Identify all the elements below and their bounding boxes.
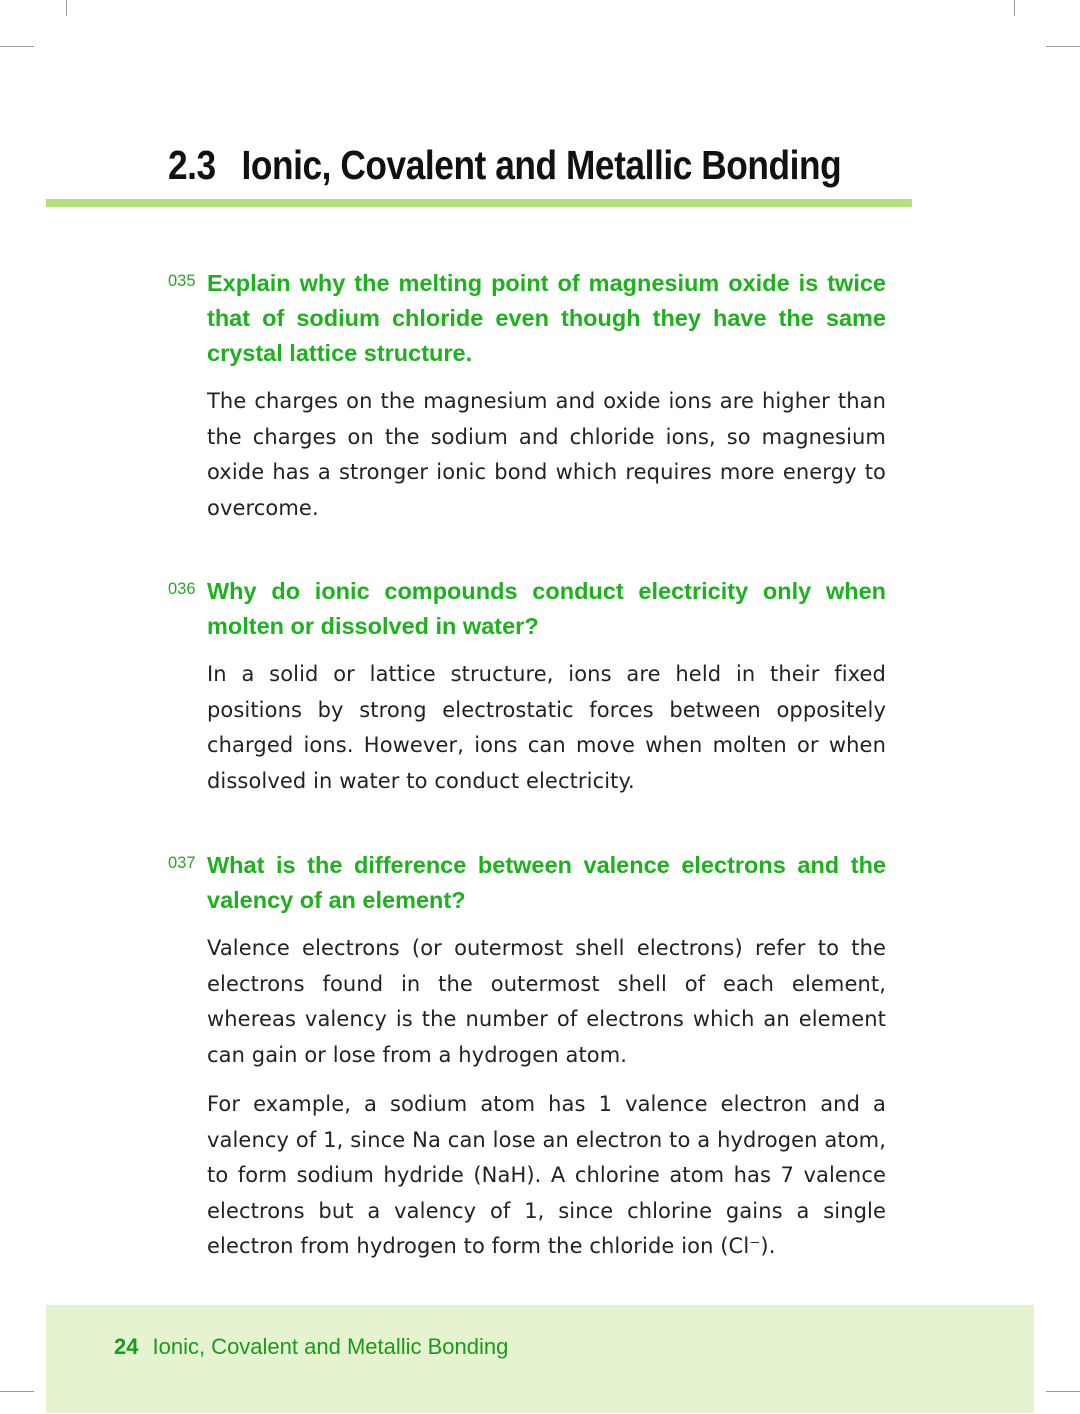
answer-paragraph: Valence electrons (or outermost shell electrons) refer to the electrons found in the outermost shell of each element, whereas valency is the number of electrons which an element can gain or lose from a hydrogen atom. bbox=[207, 936, 886, 1067]
running-title: Ionic, Covalent and Metallic Bonding bbox=[152, 1334, 509, 1359]
title-underline bbox=[46, 199, 912, 207]
question-number: 036 bbox=[168, 580, 196, 598]
question-number: 037 bbox=[168, 854, 196, 872]
answer-paragraph: For example, a sodium atom has 1 valence electron and a valency of 1, since Na can lose an electron to a hydrogen atom, to form sodium hydride (NaH). A chlorine atom has 7 valence electrons but a valency of 1, since chlorine gains a single electron from hydrogen to form the chloride ion (Cl⁻). bbox=[207, 1092, 886, 1258]
question-row bbox=[168, 848, 886, 918]
crop-mark bbox=[1046, 1391, 1080, 1392]
page-number: 24 bbox=[114, 1334, 139, 1359]
crop-mark bbox=[1046, 46, 1080, 47]
question-text: Explain why the melting point of magnesium oxide is twice that of sodium chloride even though they have the same crystal lattice structure. bbox=[207, 270, 886, 366]
question-number: 035 bbox=[168, 272, 196, 290]
question-text: Why do ionic compounds conduct electricity only when molten or dissolved in water? bbox=[207, 578, 886, 639]
crop-mark bbox=[0, 46, 34, 47]
question-text: What is the difference between valence electrons and the valency of an element? bbox=[207, 852, 886, 913]
footer-text bbox=[114, 1334, 508, 1360]
crop-mark bbox=[66, 0, 67, 16]
question-block-037 bbox=[168, 848, 886, 1265]
answer-paragraph: The charges on the magnesium and oxide ions are higher than the charges on the sodium and chloride ions, so magnesium oxide has a stronger ionic bond which requires more energy to overcome. bbox=[207, 389, 886, 520]
crop-mark bbox=[1014, 0, 1015, 16]
section-title-text: Ionic, Covalent and Metallic Bonding bbox=[241, 142, 842, 188]
question-block-035 bbox=[168, 266, 886, 526]
question-row bbox=[168, 266, 886, 371]
crop-mark bbox=[0, 1391, 34, 1392]
question-block-036 bbox=[168, 574, 886, 799]
section-number: 2.3 bbox=[168, 142, 216, 188]
page-title bbox=[168, 142, 841, 189]
page-footer bbox=[46, 1305, 1034, 1413]
question-row bbox=[168, 574, 886, 644]
answer-paragraph: In a solid or lattice structure, ions are held in their fixed positions by strong electrostatic forces between oppositely charged ions. However, ions can move when molten or when dissolved in water to conduct electricity. bbox=[207, 662, 886, 793]
